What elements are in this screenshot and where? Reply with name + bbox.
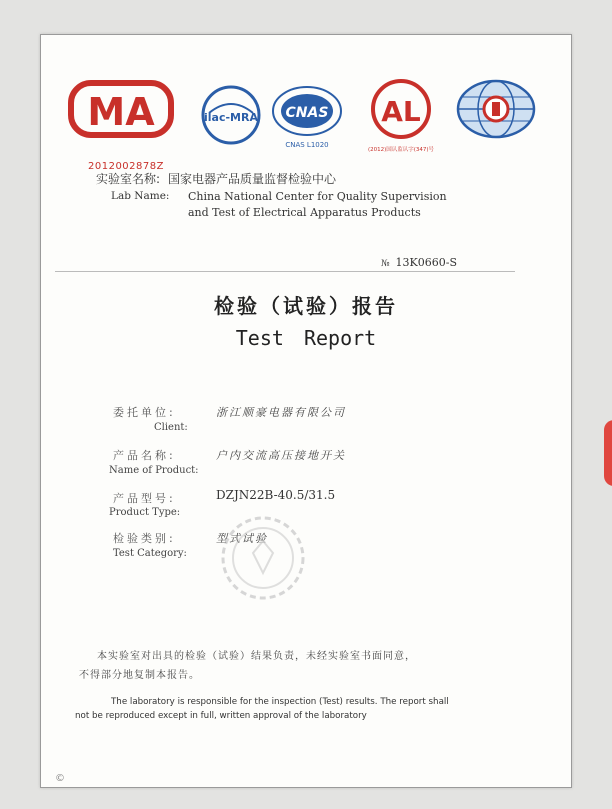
test-category-label-cn: 检验类别:: [113, 532, 173, 545]
lab-name-cn-label: 实验室名称:: [96, 172, 161, 186]
cnas-logo-text: CNAS: [285, 105, 329, 121]
cma-logo-text: MA: [87, 90, 155, 134]
divider: [55, 271, 515, 272]
report-title-en: Test Report: [235, 326, 377, 350]
certification-logos: [67, 73, 537, 173]
seal-stamp: [215, 513, 311, 607]
product-type-label-en: Product Type:: [109, 507, 181, 518]
client-label-cn: 委托单位:: [113, 406, 173, 419]
product-name-label-cn: 产品名称:: [113, 449, 173, 462]
product-name-value: 户内交流高压接地开关: [216, 449, 346, 462]
cal-logo-sub: (2012)国认监认字(347)号: [367, 147, 435, 153]
cal-logo-text: AL: [381, 95, 421, 128]
report-number: [381, 256, 457, 269]
report-title-cn: 检验（试验）报告: [214, 294, 398, 318]
lab-name-en-value: [188, 189, 447, 221]
lab-name-en-line1: China National Center for Quality Supervision: [188, 190, 447, 203]
product-name-label-en: Name of Product:: [109, 465, 199, 476]
certificate-sheet: [40, 34, 572, 788]
product-type-value: DZJN22B-40.5/31.5: [216, 488, 336, 502]
lab-name-en-label: Lab Name:: [111, 190, 170, 202]
test-category-label-en: Test Category:: [113, 548, 187, 559]
client-label-en: Client:: [154, 422, 188, 433]
lab-name-cn-row: [96, 170, 336, 187]
product-type-label-cn: 产品型号:: [113, 492, 173, 505]
responsibility-note-cn: [79, 647, 549, 685]
cnas-logo-sub: CNAS L1020: [285, 141, 329, 149]
lab-name-en-line2: and Test of Electrical Apparatus Products: [188, 206, 421, 219]
cnas-logo: [267, 79, 347, 153]
page-edge-tab: [604, 420, 612, 486]
report-number-value: 13K0660-S: [395, 256, 457, 269]
test-category-value: 型式试验: [216, 532, 268, 545]
note-cn-line1: 本实验室对出具的检验（试验）结果负责，未经实验室书面同意，: [97, 651, 416, 662]
client-value: 浙江顺豪电器有限公司: [216, 406, 346, 419]
footer-mark: ©: [55, 773, 65, 784]
note-en-line1: The laboratory is responsible for the inspection (Test) results. The report shall: [111, 697, 449, 707]
cal-logo: [359, 75, 443, 155]
responsibility-note-en: [75, 695, 551, 723]
cma-code: 2012002878Z: [88, 161, 164, 172]
note-cn-line2: 不得部分地复制本报告。: [79, 670, 200, 681]
note-en-line2: not be reproduced except in full, written approval of the laboratory: [75, 711, 367, 721]
ilac-logo-text: ilac-MRA: [204, 111, 258, 124]
number-symbol: №: [381, 259, 390, 269]
ilac-mra-logo: [199, 83, 263, 147]
globe-logo-icon: [455, 77, 537, 141]
cma-logo: [67, 73, 177, 159]
lab-name-cn-value: 国家电器产品质量监督检验中心: [168, 172, 337, 186]
